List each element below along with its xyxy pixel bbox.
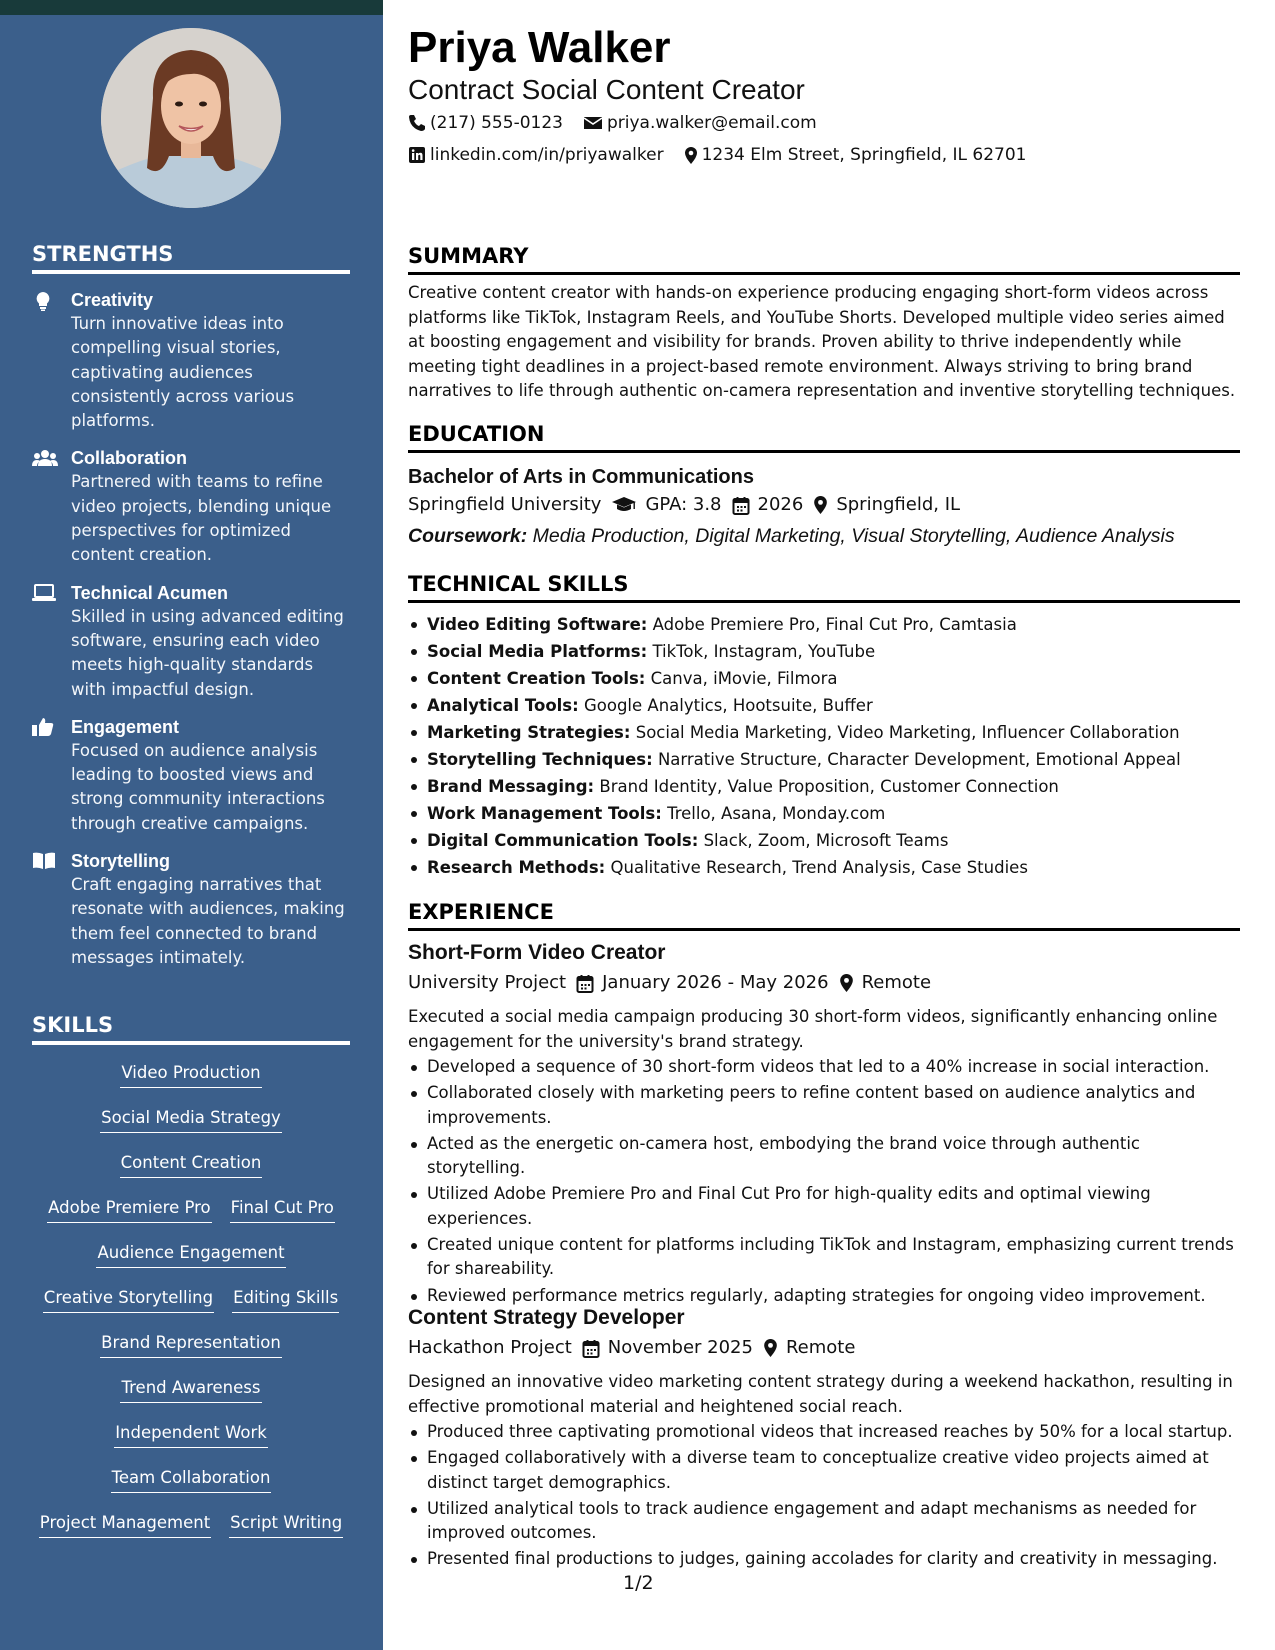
skill-label: Social Media Platforms:: [427, 642, 648, 661]
list-item: [408, 854, 1240, 881]
education-heading: EDUCATION: [408, 421, 1240, 453]
skills-heading: SKILLS: [32, 1013, 350, 1045]
summary-heading: SUMMARY: [408, 243, 1240, 275]
list-item: [408, 773, 1240, 800]
skills-cloud: [32, 1062, 350, 1557]
job-org: University Project: [408, 972, 567, 993]
list-item: Reviewed performance metrics regularly, adapting strategies for ongoing video improvement.: [408, 1284, 1240, 1308]
calendar-icon: [582, 1339, 600, 1358]
strength-title: Engagement: [71, 716, 180, 737]
strength-item: [32, 446, 352, 567]
list-item: [408, 800, 1240, 827]
job-location: Remote: [861, 972, 932, 993]
list-item: Utilized analytical tools to track audience engagement and adapt mechanisms as needed for improved outcomes.: [408, 1497, 1240, 1546]
skill-label: Analytical Tools:: [427, 696, 579, 715]
skill-value: Narrative Structure, Character Development, Emotional Appeal: [657, 750, 1181, 769]
strength-item: [32, 581, 352, 702]
school-name: Springfield University: [408, 494, 602, 515]
phone-text: (217) 555-0123: [430, 113, 563, 133]
map-pin-icon: [813, 495, 828, 515]
envelope-icon: [583, 115, 603, 131]
experience-heading: EXPERIENCE: [408, 899, 1240, 931]
technical-skills-list: [408, 611, 1240, 881]
sidebar-top-bar: [0, 0, 383, 15]
skill-value: Qualitative Research, Trend Analysis, Case Studies: [610, 858, 1028, 877]
technical-skills-heading: TECHNICAL SKILLS: [408, 571, 1240, 603]
job-title: Short-Form Video Creator: [408, 941, 666, 964]
list-item: Acted as the energetic on-camera host, embodying the brand voice through authentic storytelling.: [408, 1132, 1240, 1181]
calendar-icon: [576, 974, 594, 993]
skill-value: Google Analytics, Hootsuite, Buffer: [583, 696, 873, 715]
skill-tag: Social Media Strategy: [100, 1107, 282, 1133]
skill-tag: Audience Engagement: [96, 1242, 285, 1268]
skill-value: Canva, iMovie, Filmora: [650, 669, 838, 688]
list-item: [408, 611, 1240, 638]
list-item: [408, 638, 1240, 665]
address-item: [684, 145, 1027, 165]
summary-text: Creative content creator with hands-on experience producing engaging short-form videos across platforms like TikTok, Instagram Reels, and YouTube Shorts. Developed multiple video series aimed at boosting engagement and visibility for brands. Proven ability to thrive independently while meeting tight deadlines in a project-based remote environment. Always striving to bring brand narratives to life through authentic on-camera representation and inventive storytelling techniques.: [408, 283, 1236, 400]
list-item: Collaborated closely with marketing peers to refine content based on audience analytics and improvements.: [408, 1081, 1240, 1130]
graduation-year: 2026: [757, 494, 804, 515]
strength-title: Technical Acumen: [71, 582, 229, 603]
strength-description: Turn innovative ideas into compelling visual stories, captivating audiences consistently across various platforms.: [71, 314, 295, 431]
skill-tag: Content Creation: [120, 1152, 263, 1178]
job-dates: January 2026 - May 2026: [602, 972, 829, 993]
contact-row: [408, 145, 1046, 165]
skill-value: Slack, Zoom, Microsoft Teams: [703, 831, 949, 850]
lightbulb-icon: [32, 290, 56, 310]
gpa-text: GPA: 3.8: [645, 494, 722, 515]
contact-row: [408, 113, 837, 133]
phone-item[interactable]: [408, 113, 563, 133]
list-item: [408, 665, 1240, 692]
map-pin-icon: [839, 973, 854, 993]
job-bullets: [408, 1055, 1240, 1310]
skill-tag: Editing Skills: [232, 1287, 339, 1313]
skill-label: Storytelling Techniques:: [427, 750, 653, 769]
job-dates: November 2025: [607, 1337, 753, 1358]
strength-item: [32, 288, 352, 433]
map-pin-icon: [763, 1338, 778, 1358]
strength-title: Storytelling: [71, 851, 171, 872]
job-summary: Designed an innovative video marketing content strategy during a weekend hackathon, resulting in effective promotional material and heightened social reach.: [408, 1372, 1233, 1416]
skill-tag: Independent Work: [114, 1422, 268, 1448]
email-text: priya.walker@email.com: [606, 113, 817, 133]
skill-value: Brand Identity, Value Proposition, Customer Connection: [599, 777, 1059, 796]
thumbs-up-icon: [32, 717, 56, 737]
education-meta: [408, 492, 970, 518]
skill-value: TikTok, Instagram, YouTube: [652, 642, 876, 661]
strengths-list: [32, 288, 352, 983]
job-location: Remote: [785, 1337, 856, 1358]
skill-tag: Final Cut Pro: [230, 1197, 335, 1223]
job-org: Hackathon Project: [408, 1337, 572, 1358]
coursework-list: Media Production, Digital Marketing, Visual Storytelling, Audience Analysis: [532, 525, 1175, 547]
linkedin-text: linkedin.com/in/priyawalker: [430, 145, 664, 165]
job-summary: Executed a social media campaign producing 30 short-form videos, significantly enhancing online engagement for the university's brand strategy.: [408, 1007, 1218, 1051]
coursework-label: Coursework:: [408, 525, 528, 547]
list-item: [408, 827, 1240, 854]
list-item: Produced three captivating promotional videos that increased reaches by 50% for a local startup.: [408, 1420, 1240, 1444]
skill-tag: Brand Representation: [100, 1332, 282, 1358]
skill-tag: Project Management: [39, 1512, 211, 1538]
profile-photo: [101, 28, 281, 208]
page-number: 1/2: [623, 1572, 654, 1594]
job-bullets: [408, 1420, 1240, 1574]
email-item[interactable]: [583, 113, 817, 133]
candidate-name: Priya Walker: [408, 23, 671, 72]
strength-item: [32, 715, 352, 836]
users-icon: [32, 448, 56, 468]
calendar-icon: [732, 496, 750, 515]
coursework: [408, 523, 1175, 549]
skill-label: Work Management Tools:: [427, 804, 662, 823]
candidate-title: Contract Social Content Creator: [408, 74, 805, 105]
job-title: Content Strategy Developer: [408, 1306, 685, 1329]
sidebar: [0, 0, 383, 1650]
skill-tag: Adobe Premiere Pro: [47, 1197, 211, 1223]
skill-tag: Video Production: [120, 1062, 261, 1088]
skill-tag: Script Writing: [229, 1512, 343, 1538]
list-item: Engaged collaboratively with a diverse team to conceptualize creative video projects aimed at distinct target demographics.: [408, 1446, 1240, 1495]
strength-description: Focused on audience analysis leading to boosted views and strong community interactions through creative campaigns.: [71, 740, 325, 833]
skill-label: Research Methods:: [427, 858, 606, 877]
education-location: Springfield, IL: [836, 494, 961, 515]
skill-value: Social Media Marketing, Video Marketing, Influencer Collaboration: [635, 723, 1180, 742]
list-item: [408, 746, 1240, 773]
strength-item: [32, 849, 352, 970]
strength-description: Partnered with teams to refine video projects, blending unique perspectives for optimized content creation.: [71, 472, 332, 565]
list-item: Presented final productions to judges, gaining accolades for clarity and creativity in messaging.: [408, 1547, 1240, 1571]
book-icon: [32, 851, 56, 871]
skill-tag: Creative Storytelling: [43, 1287, 214, 1313]
list-item: Developed a sequence of 30 short-form videos that led to a 40% increase in social interaction.: [408, 1055, 1240, 1079]
graduation-cap-icon: [611, 496, 637, 514]
list-item: [408, 692, 1240, 719]
strengths-heading: STRENGTHS: [32, 242, 350, 274]
skill-tag: Team Collaboration: [111, 1467, 272, 1493]
skill-label: Digital Communication Tools:: [427, 831, 699, 850]
laptop-icon: [32, 583, 56, 603]
linkedin-item[interactable]: [408, 145, 664, 165]
skill-value: Adobe Premiere Pro, Final Cut Pro, Camtasia: [652, 615, 1017, 634]
strength-title: Creativity: [71, 290, 154, 310]
address-text: 1234 Elm Street, Springfield, IL 62701: [701, 145, 1027, 165]
linkedin-icon: [408, 146, 426, 164]
list-item: Utilized Adobe Premiere Pro and Final Cut Pro for high-quality edits and optimal viewing experiences.: [408, 1182, 1240, 1231]
degree-title: Bachelor of Arts in Communications: [408, 466, 754, 488]
list-item: Created unique content for platforms including TikTok and Instagram, emphasizing current trends for shareability.: [408, 1233, 1240, 1282]
phone-icon: [408, 114, 426, 132]
skill-label: Content Creation Tools:: [427, 669, 646, 688]
map-pin-icon: [684, 146, 698, 165]
job-meta: [408, 1335, 865, 1361]
skill-tag: Trend Awareness: [120, 1377, 261, 1403]
skill-label: Video Editing Software:: [427, 615, 648, 634]
list-item: [408, 719, 1240, 746]
skill-label: Marketing Strategies:: [427, 723, 631, 742]
strength-description: Skilled in using advanced editing software, ensuring each video meets high-quality standards with impactful design.: [71, 606, 344, 699]
skill-label: Brand Messaging:: [427, 777, 595, 796]
strength-title: Collaboration: [71, 448, 187, 469]
strength-description: Craft engaging narratives that resonate with audiences, making them feel connected to brand messages intimately.: [71, 875, 345, 967]
job-meta: [408, 970, 941, 996]
skill-value: Trello, Asana, Monday.com: [667, 804, 886, 823]
